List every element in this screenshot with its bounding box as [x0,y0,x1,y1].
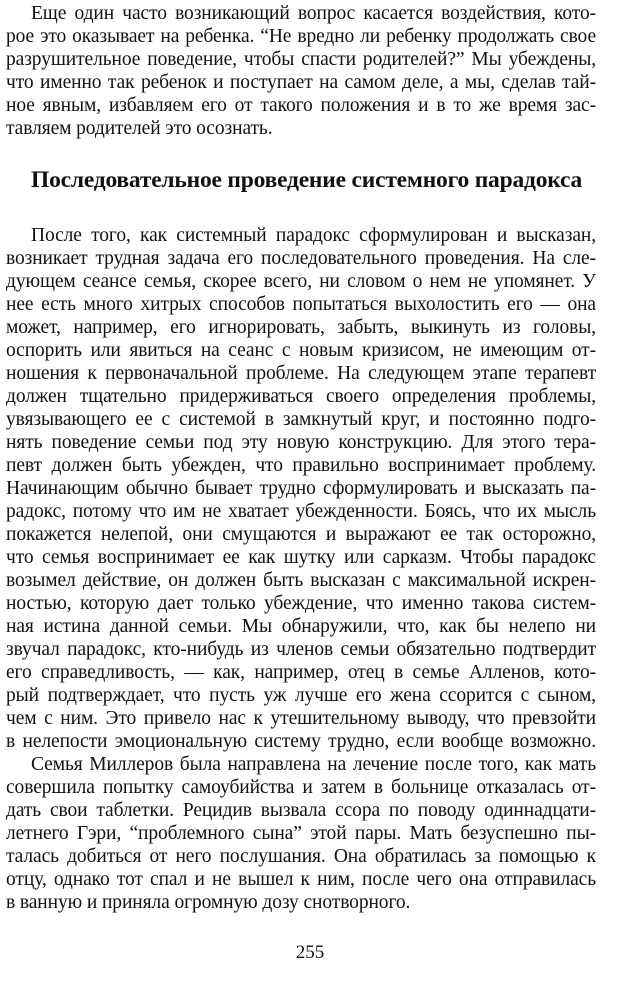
body-line: После того, как системный парадокс сформулирован и высказан, [31,225,596,246]
intro-line: Еще один часто возникающий вопрос касается воздействия, кото- [31,3,596,24]
body-line: дующем сеансе семья, скорее всего, ни словом о нем не упомянет. У [6,271,596,292]
body-line: Начинающим обычно бывает трудно сформулировать и высказать па- [6,478,596,499]
body-line: дать свои таблетки. Рецидив вызвала ссора по поводу одиннадцати- [6,800,596,821]
body-line: нять поведение семьи под эту новую конструкцию. Для этого тера- [6,432,596,453]
body-line: радокс, потому что им не хватает убежденности. Боясь, что их мысль [6,501,596,522]
body-line: талась добиться от него послушания. Она обратилась за помощью к [6,846,596,867]
intro-line: тавляем родителей это осознать. [6,118,273,139]
body-line: возымел действие, он должен быть высказан с максимальной искрен- [6,570,596,591]
body-line: певт должен быть убежден, что правильно воспринимает проблему. [6,455,596,476]
body-line: летнего Гэри, “проблемного сына” этой пары. Мать безуспешно пы- [6,823,596,844]
body-line: что семья воспринимает ее как шутку или сарказм. Чтобы парадокс [6,547,596,568]
body-line: совершила попытку самоубийства и затем в больнице отказалась от- [6,777,596,798]
body-line: отцу, однако тот спал и не вышел к ним, после чего она отправилась [6,869,596,890]
intro-line: ное явным, избавляем его от такого положения и в то же время зас- [6,95,596,116]
page-number: 255 [295,942,325,963]
body-line: в нелепости эмоциональную систему трудно, если вообще возможно. [6,731,596,752]
body-line: звучал парадокс, кто-нибудь из членов семьи обязательно подтвердит [6,639,596,660]
body-line: должен тщательно придерживаться своего определения проблемы, [6,386,596,407]
body-line: Семья Миллеров была направлена на лечение после того, как мать [31,754,596,775]
intro-line: разрушительное поведение, чтобы спасти родителей?” Мы убеждены, [6,49,596,70]
body-line: увязывающего ее с системой в замкнутый круг, и постоянно подго- [6,409,596,430]
body-line: в ванную и приняла огромную дозу снотворного. [6,892,411,913]
body-line: ная истина данной семьи. Мы обнаружили, что, как бы нелепо ни [6,616,596,637]
body-line: рый подтверждает, что пусть уж лучше его жена ссорится с сыном, [6,685,596,706]
body-line: может, например, его игнорировать, забыть, выкинуть из головы, [6,317,596,338]
body-line: его справедливость, — как, например, отец в семье Алленов, кото- [6,662,596,683]
body-line: чем с ним. Это привело нас к утешительному выводу, что превзойти [6,708,596,729]
intro-line: рое это оказывает на ребенка. “Не вредно ли ребенку продолжать свое [6,26,596,47]
body-line: ношения к первоначальной проблеме. На следующем этапе терапевт [6,363,596,384]
section-heading: Последовательное проведение системного парадокса [31,167,583,193]
body-line: покажется нелепой, они смущаются и выражают ее так осторожно, [6,524,596,545]
body-line: нее есть много хитрых способов попытаться выхолостить его — она [6,294,596,315]
body-line: оспорить или явиться на сеанс с новым кризисом, не имеющим от- [6,340,596,361]
intro-line: что именно так ребенок и поступает на самом деле, а мы, сделав тай- [6,72,596,93]
body-line: возникает трудная задача его последовательного проведения. На сле- [6,248,596,269]
body-line: ностью, которую дает только убеждение, что именно такова систем- [6,593,596,614]
